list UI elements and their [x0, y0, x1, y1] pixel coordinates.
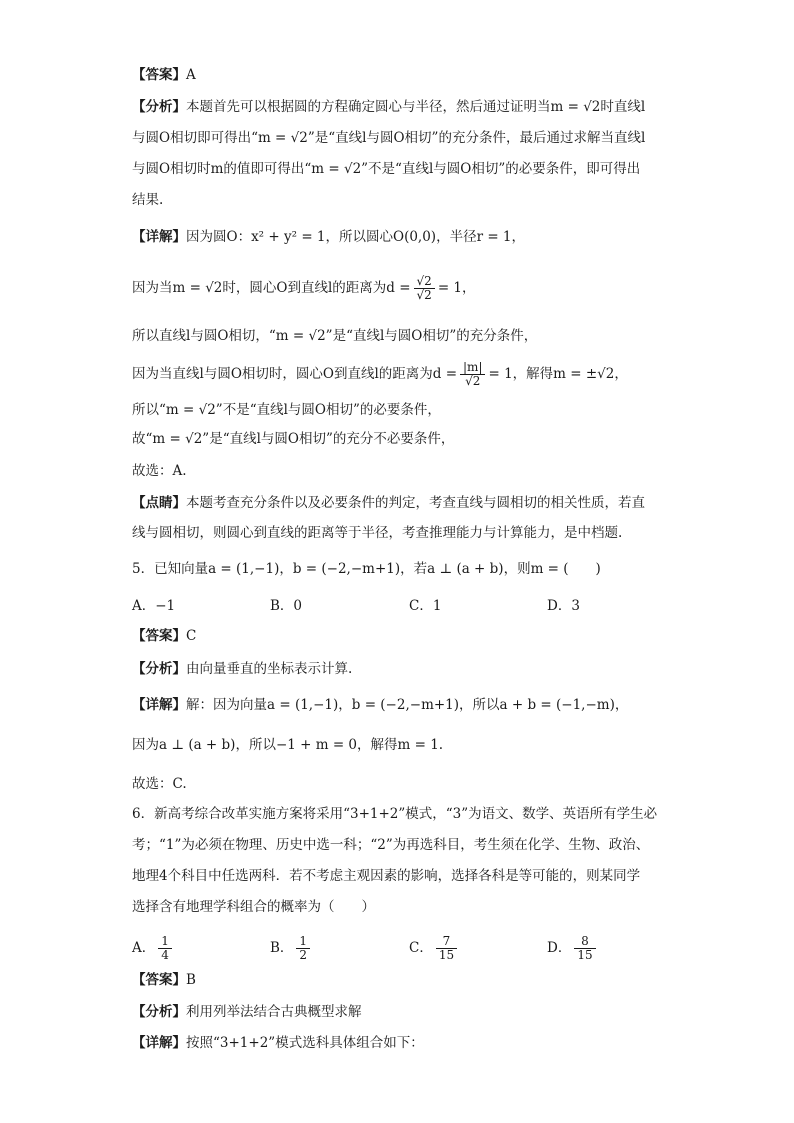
solution-line-3: 故选：C. — [132, 776, 187, 792]
fraction — [414, 275, 435, 302]
answer-tag: 【答案】 — [132, 628, 186, 644]
choice-label: D． — [547, 940, 572, 956]
fraction-numerator: 8 — [574, 935, 595, 949]
note-tag: 【点睛】 — [132, 495, 186, 511]
solution-tag: 【详解】 — [132, 229, 186, 245]
analysis-text: 由向量垂直的坐标表示计算. — [186, 661, 353, 677]
question-6-line-4: 选择含有地理学科组合的概率为（ ） — [132, 899, 375, 915]
note-line-2: 线与圆相切，则圆心到直线的距离等于半径，考查推理能力与计算能力，是中档题. — [132, 525, 623, 541]
analysis-line — [132, 998, 672, 1027]
answer-line — [132, 622, 672, 651]
fraction — [574, 935, 595, 962]
analysis-tag: 【分析】 — [132, 1004, 186, 1020]
fraction-numerator: √2 — [414, 275, 435, 289]
choice-a — [132, 930, 175, 966]
fraction-numerator: |m| — [460, 361, 485, 375]
question-6-line-3: 地理4个科目中任选两科．若不考虑主观因素的影响，选择各科是等可能的，则某同学 — [132, 868, 641, 884]
fraction-denominator: 15 — [577, 948, 593, 962]
analysis-tag: 【分析】 — [132, 99, 186, 115]
note-line-1 — [132, 489, 672, 518]
fraction-denominator: 2 — [299, 948, 308, 962]
fraction-denominator: √2 — [416, 288, 432, 302]
solution-line-5: 所以“m = √2”不是“直线l与圆O相切”的必要条件， — [132, 402, 441, 418]
solution-line-1 — [132, 691, 672, 720]
choice-c — [409, 930, 460, 966]
choice-a: A．−1 — [132, 598, 176, 614]
question-6-choices — [132, 930, 672, 966]
answer-tag: 【答案】 — [132, 67, 186, 83]
solution-text: = 1， — [437, 280, 476, 296]
solution-line-4 — [132, 354, 672, 394]
solution-text: 因为圆O：x² + y² = 1，所以圆心O(0,0)，半径r = 1， — [186, 229, 526, 245]
fraction — [158, 935, 172, 962]
choice-b — [270, 930, 313, 966]
solution-text: 按照“3+1+2”模式选科具体组合如下： — [186, 1035, 424, 1051]
fraction-numerator: 1 — [296, 935, 310, 949]
analysis-text: 利用列举法结合古典概型求解 — [186, 1004, 362, 1020]
answer-value: B — [186, 972, 196, 988]
question-5-choices — [132, 592, 672, 621]
fraction — [460, 361, 485, 388]
fraction-denominator: 15 — [438, 948, 455, 962]
fraction-denominator: √2 — [465, 374, 481, 388]
choice-b: B．0 — [270, 598, 303, 614]
choice-c: C．1 — [409, 598, 442, 614]
answer-line — [132, 966, 672, 995]
fraction-numerator: 7 — [436, 935, 457, 949]
solution-line-3: 所以直线l与圆O相切，“m = √2”是“直线l与圆O相切”的充分条件， — [132, 328, 538, 344]
choice-label: C． — [409, 940, 433, 956]
solution-line-2: 因为a ⊥ (a + b)，所以−1 + m = 0，解得m = 1. — [132, 737, 444, 753]
analysis-tag: 【分析】 — [132, 661, 186, 677]
choice-d: D．3 — [547, 598, 580, 614]
answer-value: C — [186, 628, 197, 644]
solution-line-7: 故选：A. — [132, 463, 187, 479]
analysis-text: 本题首先可以根据圆的方程确定圆心与半径，然后通过证明当m = √2时直线l — [186, 99, 646, 115]
question-6-line-1: 6．新高考综合改革实施方案将采用“3+1+2”模式，“3”为语文、数学、英语所有学生必 — [132, 806, 658, 822]
solution-text: 因为当m = √2时，圆心O到直线l的距离为d = — [132, 280, 411, 296]
analysis-line-2: 与圆O相切即可得出“m = √2”是“直线l与圆O相切”的充分条件，最后通过求解当直线l — [132, 130, 646, 146]
solution-tag: 【详解】 — [132, 1035, 186, 1051]
fraction-denominator: 4 — [161, 948, 169, 962]
analysis-line-3: 与圆O相切时m的值即可得出“m = √2”不是“直线l与圆O相切”的必要条件，即可得出 — [132, 161, 641, 177]
question-5-stem: 5．已知向量a = (1,−1)，b = (−2,−m+1)，若a ⊥ (a + b)，则m = ( ) — [132, 561, 601, 577]
answer-value: A — [186, 67, 196, 83]
fraction — [296, 935, 310, 962]
analysis-line-4: 结果. — [132, 192, 164, 208]
fraction-numerator: 1 — [158, 935, 172, 949]
solution-text: 因为当直线l与圆O相切时，圆心O到直线l的距离为d = — [132, 366, 458, 382]
choice-label: B． — [270, 940, 294, 956]
answer-line — [132, 61, 672, 90]
analysis-line — [132, 655, 672, 684]
solution-text: = 1，解得m = ±√2， — [488, 366, 628, 382]
answer-tag: 【答案】 — [132, 972, 186, 988]
solution-tag: 【详解】 — [132, 697, 186, 713]
choice-label: A． — [132, 940, 156, 956]
analysis-line-1 — [132, 93, 672, 122]
solution-text: 解：因为向量a = (1,−1)，b = (−2,−m+1)，所以a + b = (−1,−m)， — [186, 697, 629, 713]
question-6-line-2: 考；“1”为必须在物理、历史中选一科；“2”为再选科目，考生须在化学、生物、政治、 — [132, 837, 650, 853]
note-text: 本题考查充分条件以及必要条件的判定，考查直线与圆相切的相关性质，若直 — [186, 495, 645, 511]
solution-line-6: 故“m = √2”是“直线l与圆O相切”的充分不必要条件， — [132, 431, 455, 447]
choice-d — [547, 930, 599, 966]
solution-line-2 — [132, 268, 672, 308]
solution-line-1 — [132, 223, 672, 252]
solution-line — [132, 1029, 672, 1058]
fraction — [436, 935, 457, 962]
